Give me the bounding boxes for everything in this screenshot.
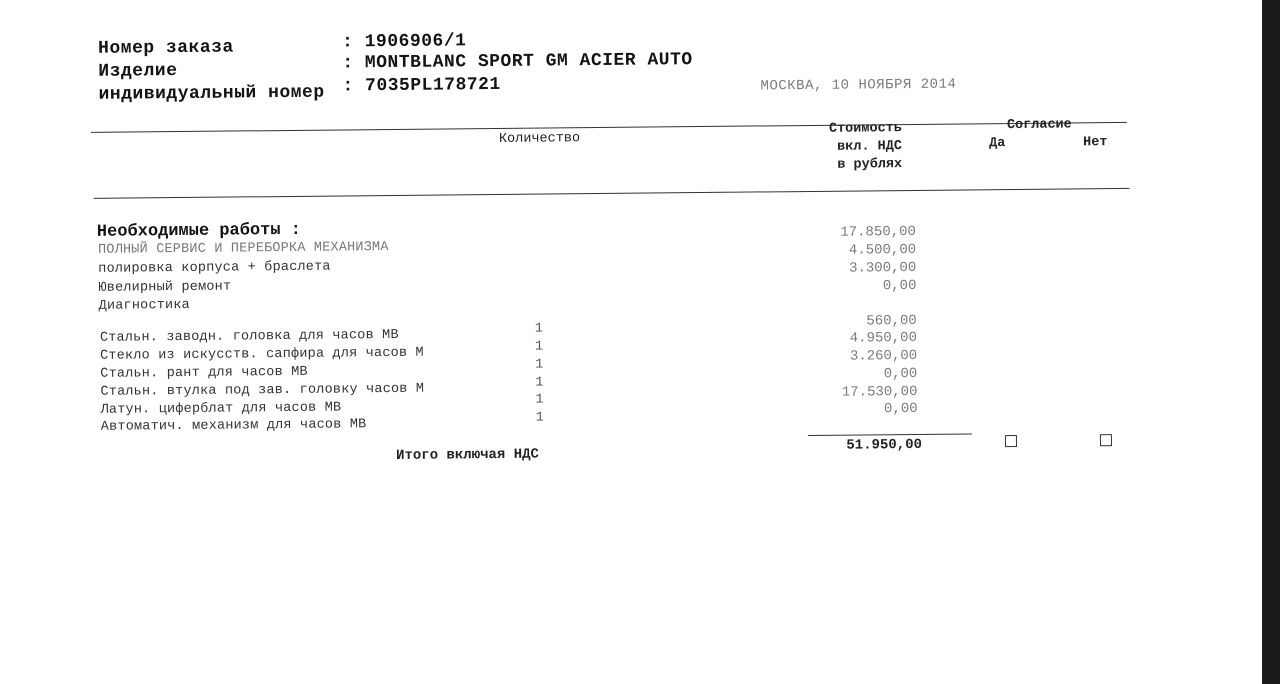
- part-item-price: 560,00: [866, 312, 917, 330]
- part-item-name: Стальн. рант для часов МВ: [100, 364, 308, 382]
- product-label: Изделие: [98, 61, 178, 82]
- work-item-name: ПОЛНЫЙ СЕРВИС И ПЕРЕБОРКА МЕХАНИЗМА: [98, 240, 389, 258]
- part-item-qty: 1: [535, 357, 544, 373]
- cost-header-line3: в рублях: [837, 157, 903, 173]
- part-item-name: Стальн. заводн. головка для часов МВ: [99, 327, 399, 346]
- works-section-title: Необходимые работы :: [96, 220, 302, 242]
- product-value: : MONTBLANC SPORT GM ACIER AUTO: [342, 50, 693, 74]
- part-item-price: 0,00: [883, 400, 918, 418]
- header-bottom-rule: [94, 188, 1130, 199]
- work-item-price: 0,00: [882, 277, 917, 295]
- order-number-value: : 1906906/1: [341, 31, 467, 53]
- agreement-yes-header: Да: [989, 136, 1006, 152]
- work-item-name: Ювелирный ремонт: [98, 279, 232, 296]
- part-item-name: Стальн. втулка под зав. головку часов М: [100, 381, 425, 400]
- total-rule: [808, 433, 972, 436]
- cost-header-line1: Стоимость: [828, 121, 902, 137]
- part-item-qty: 1: [534, 339, 544, 355]
- agree-yes-checkbox[interactable]: [1005, 435, 1017, 447]
- agreement-no-header: Нет: [1083, 135, 1108, 151]
- cost-header-line2: вкл. НДС: [837, 139, 903, 155]
- part-item-qty: 1: [535, 410, 544, 426]
- part-item-price: 0,00: [883, 365, 918, 383]
- part-item-price: 17.530,00: [841, 383, 918, 401]
- part-item-name: Латун. циферблат для часов МВ: [100, 400, 342, 418]
- work-item-name: Диагностика: [98, 297, 191, 314]
- work-item-price: 17.850,00: [840, 223, 917, 241]
- header-top-rule: [91, 122, 1127, 133]
- quantity-header: Количество: [498, 131, 581, 147]
- serial-number-label: индивидуальный номер: [98, 82, 325, 105]
- part-item-name: Автоматич. механизм для часов МВ: [100, 417, 367, 435]
- work-item-name: полировка корпуса + браслета: [98, 259, 331, 277]
- order-number-label: Номер заказа: [98, 37, 234, 59]
- total-label: Итого включая НДС: [395, 446, 539, 464]
- part-item-qty: 1: [534, 321, 544, 337]
- part-item-qty: 1: [535, 375, 544, 391]
- serial-number-value: : 7035PL178721: [342, 74, 501, 97]
- place-date: МОСКВА, 10 НОЯБРЯ 2014: [760, 76, 957, 95]
- agreement-header: Согласие: [1006, 117, 1072, 134]
- part-item-price: 3.260,00: [849, 347, 918, 365]
- agree-no-checkbox[interactable]: [1100, 434, 1112, 446]
- work-item-price: 3.300,00: [848, 259, 917, 277]
- part-item-name: Стекло из искусств. сапфира для часов М: [100, 345, 424, 364]
- part-item-qty: 1: [535, 392, 544, 408]
- total-value: 51.950,00: [846, 436, 923, 454]
- work-item-price: 4.500,00: [848, 241, 917, 259]
- part-item-price: 4.950,00: [849, 329, 918, 347]
